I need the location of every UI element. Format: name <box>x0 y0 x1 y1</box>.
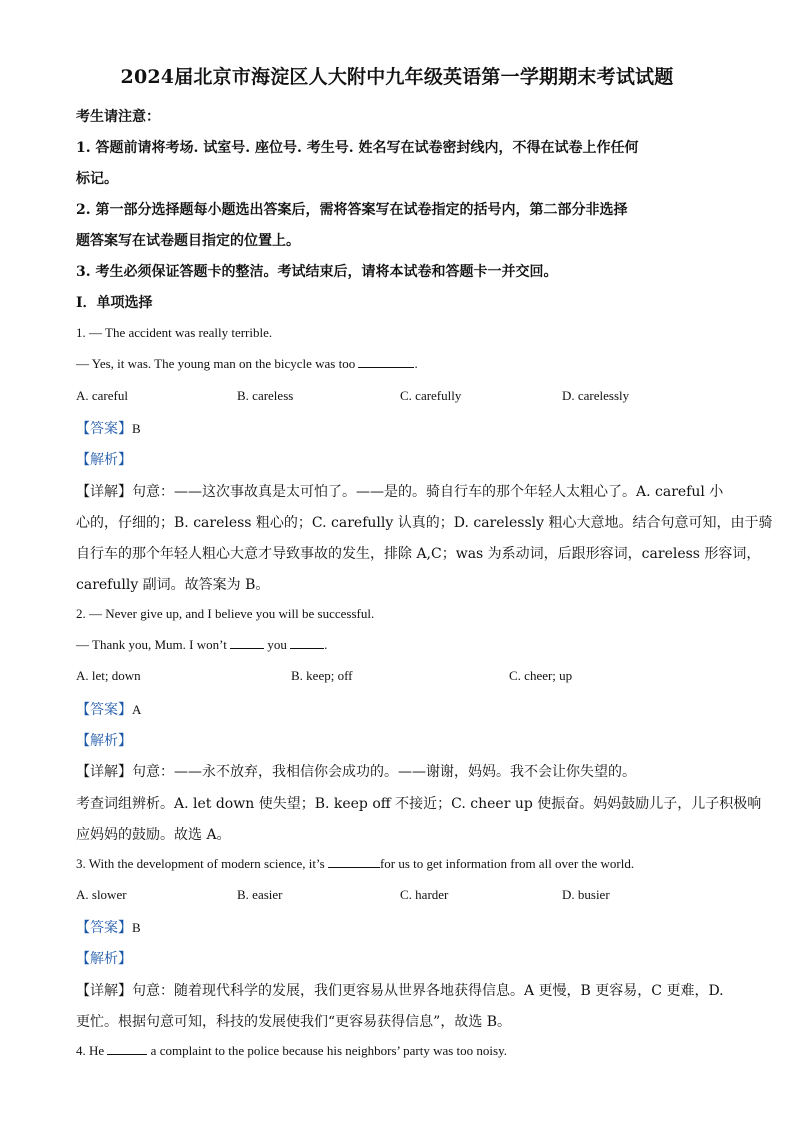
answer-tag: 【答案】 <box>76 421 132 437</box>
q3-option-d: D. busier <box>562 887 610 902</box>
q4-line-1-text-b: a complaint to the police because his neighbors’ party was too noisy. <box>147 1043 507 1058</box>
q2-option-b: B. keep; off <box>291 668 353 683</box>
q3-line-1-text-a: 3. With the development of modern science, it’s <box>76 856 328 871</box>
notice-item-1-line-2: 标记。 <box>76 171 118 187</box>
q2-line-2 <box>76 637 726 653</box>
notice-item-3: 3. 考生必须保证答题卡的整洁。考试结束后，请将本试卷和答题卡一并交回。 <box>76 264 558 280</box>
q2-option-c: C. cheer; up <box>509 668 573 683</box>
q2-blank-1 <box>230 637 264 649</box>
q2-detail-line-3: 应妈妈的鼓励。故选 A。 <box>76 827 231 843</box>
q1-detail-line-1 <box>76 481 726 501</box>
q1-detail-line-2: 心的，仔细的；B. careless 粗心的；C. carefully 认真的；D. carelessly 粗心大意地。结合句意可知，由于骑 <box>76 515 773 531</box>
q2-analysis-tag: 【解析】 <box>76 733 132 749</box>
detail-tag: 【详解】 <box>76 983 132 999</box>
notice-heading: 考生请注意： <box>76 109 160 125</box>
detail-tag: 【详解】 <box>76 764 132 780</box>
q1-detail-line-4: carefully 副词。故答案为 B。 <box>76 577 270 593</box>
notice-item-1-line-1: 1. 答题前请将考场. 试室号. 座位号. 考生号. 姓名写在试卷密封线内，不得在试卷上作任何 <box>76 140 639 156</box>
q1-blank <box>358 356 414 368</box>
q1-line-2-end: . <box>414 356 418 371</box>
q3-line-1 <box>76 856 726 872</box>
q2-answer-value: A <box>132 702 142 717</box>
q2-line-2-text-b: you <box>264 637 291 652</box>
q1-option-a: A. careful <box>76 388 128 403</box>
q1-detail-text-1: 句意：——这次事故真是太可怕了。——是的。骑自行车的那个年轻人太粗心了。A. careful 小 <box>132 484 724 500</box>
q1-line-2-text: — Yes, it was. The young man on the bicycle was too <box>76 356 359 371</box>
q2-line-1: 2. — Never give up, and I believe you will be successful. <box>76 606 375 621</box>
q1-answer <box>76 418 726 438</box>
notice-item-2-line-1: 2. 第一部分选择题每小题选出答案后，需将答案写在试卷指定的括号内，第二部分非选择 <box>76 202 628 218</box>
q2-detail-line-1 <box>76 761 726 781</box>
q3-analysis-tag: 【解析】 <box>76 951 132 967</box>
q2-line-2-text-c: . <box>324 637 328 652</box>
q2-answer <box>76 699 726 719</box>
q1-answer-value: B <box>132 421 141 436</box>
q2-line-2-text-a: — Thank you, Mum. I won’t <box>76 637 231 652</box>
q1-line-1: 1. — The accident was really terrible. <box>76 325 273 340</box>
q1-line-2 <box>76 356 726 372</box>
q4-line-1 <box>76 1043 726 1059</box>
q1-detail-line-3: 自行车的那个年轻人粗心大意才导致事故的发生，排除 A,C；was 为系动词，后跟形容词，careless 形容词， <box>76 546 761 562</box>
q3-option-b: B. easier <box>237 887 283 902</box>
q1-option-c: C. carefully <box>400 388 462 403</box>
q1-option-b: B. careless <box>237 388 294 403</box>
section-heading: Ⅰ．单项选择 <box>76 295 153 311</box>
page-title: 2024届北京市海淀区人大附中九年级英语第一学期期末考试试题 <box>120 66 674 88</box>
q3-line-1-text-b: for us to get information from all over the world. <box>379 856 635 871</box>
answer-tag: 【答案】 <box>76 920 132 936</box>
notice-item-2-line-2: 题答案写在试卷题目指定的位置上。 <box>76 233 300 249</box>
answer-tag: 【答案】 <box>76 702 132 718</box>
q2-blank-2 <box>290 637 324 649</box>
q3-option-c: C. harder <box>400 887 449 902</box>
q3-blank <box>328 856 380 868</box>
q3-option-a: A. slower <box>76 887 127 902</box>
q1-option-d: D. carelessly <box>562 388 630 403</box>
q3-detail-line-1 <box>76 980 726 1000</box>
q3-answer-value: B <box>132 920 141 935</box>
detail-tag: 【详解】 <box>76 484 132 500</box>
q4-line-1-text-a: 4. He <box>76 1043 108 1058</box>
q4-blank <box>107 1043 147 1055</box>
q3-detail-text-1: 句意：随着现代科学的发展，我们更容易从世界各地获得信息。A 更慢，B 更容易，C 更难，D. <box>132 983 724 999</box>
q3-detail-line-2: 更忙。根据句意可知，科技的发展使我们“更容易获得信息”，故选 B。 <box>76 1014 512 1030</box>
q2-option-a: A. let; down <box>76 668 141 683</box>
q3-answer <box>76 917 726 937</box>
q1-analysis-tag: 【解析】 <box>76 452 132 468</box>
q2-detail-text-1: 句意：——永不放弃，我相信你会成功的。——谢谢，妈妈。我不会让你失望的。 <box>132 764 636 780</box>
q2-detail-line-2: 考查词组辨析。A. let down 使失望；B. keep off 不接近；C. cheer up 使振奋。妈妈鼓励儿子，儿子积极响 <box>76 796 762 812</box>
